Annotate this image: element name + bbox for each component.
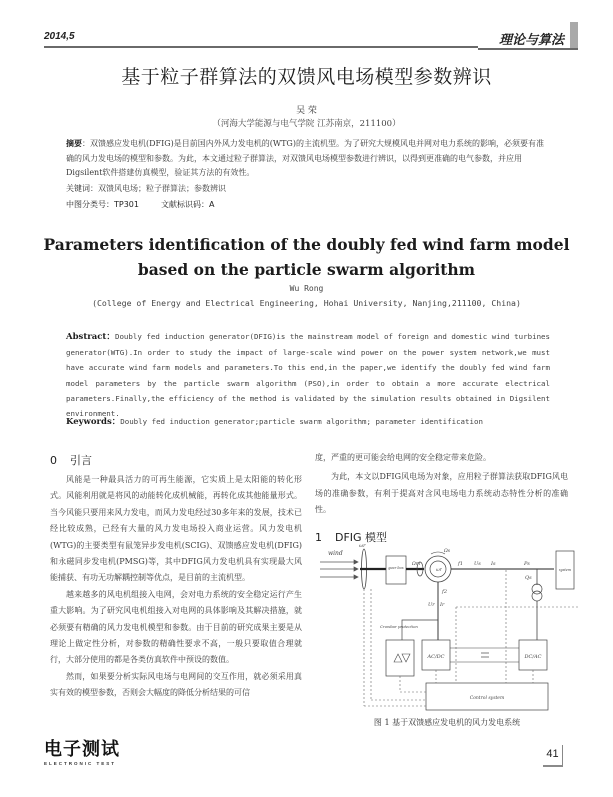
svg-text:gear box: gear box [388, 566, 404, 570]
section-0-heading [50, 452, 302, 472]
control-signal-lines [364, 570, 578, 706]
title-en-line2: based on the particle swarm algorithm [137, 260, 476, 279]
abstract-en [66, 329, 550, 421]
journal-logo-cn: 电子测试 [44, 739, 120, 760]
section-1-number: 1 [315, 530, 322, 544]
keywords-cn-label: 关键词 [66, 184, 90, 193]
svg-text:Ps: Ps [524, 561, 530, 567]
svg-text:Ur: Ur [428, 602, 435, 608]
svg-text:Control system: Control system [469, 696, 505, 701]
svg-text:ωr: ωr [359, 543, 366, 549]
paragraph: 风能是一种最具活力的可再生能源，它实质上是太阳能的转化形式。风能利用就是将风的动能转化成机械能，再转化成其他能量形式。当今风能只要用来风力发电，而风力发电经过30多年来的发展，技术已经比较成熟，已经有大量的风力发电场投入商业运营。风力发电机(WTG)的主要类型有鼠笼异步发电机(SCIG)、双馈感应发电机(DFIG)和永磁同步发电机(PMSG)等，其中DFIG风力发电机具有实现最大风能捕获、有功无功解耦控制等优点，是目前的主流机型。 [50, 475, 302, 583]
section-header [478, 22, 578, 50]
author-cn: 吴 荣 [296, 106, 317, 116]
clc-value: ：TP301 [106, 200, 139, 209]
title-en-line1: Parameters identification of the doubly fed wind farm model [43, 235, 570, 254]
page-number: 41 [543, 745, 563, 767]
crowbar-label: Crowbar protection [380, 624, 418, 629]
svg-text:Us: Us [474, 561, 481, 567]
journal-logo-en: ELECTRONIC TEST [44, 761, 117, 766]
keywords-cn [66, 183, 550, 194]
header-tab-marker [570, 22, 578, 48]
section-0-title: 引言 [70, 454, 92, 467]
svg-text:Ωs: Ωs [444, 549, 451, 554]
svg-text:system: system [558, 568, 572, 572]
paragraph-continuation: 度，严重的更可能会给电网的安全稳定带来危险。 [315, 453, 491, 462]
affiliation-en: (College of Energy and Electrical Engineering, Hohai University, Nanjing,211100, China) [92, 298, 521, 308]
svg-text:Qs: Qs [525, 575, 532, 581]
wind-arrows [320, 560, 358, 579]
svg-text:f2: f2 [442, 589, 448, 595]
figure-1-caption: 图 1 基于双馈感应发电机的风力发电系统 [373, 718, 521, 727]
svg-text:Ir: Ir [440, 602, 445, 608]
affiliation-cn: （河海大学能源与电气学院 江苏南京，211100） [212, 119, 401, 129]
abstract-en-text: Doubly fed induction generator(DFIG)is the mainstream model of foreign and domestic wind turbines generator(WTG).In order to study the impact of large-scale wind power on the power system network,we must have accurate wind farm models and parameters.To this end,in the paper,we identify the doubly fed wind farm model parameters by the particle swarm algorithm (PSO),in order to obtain a more accurate electrical parameters.Finally,the efficiency of the method is validated by the simulation results obtained in Digsilent environment. [66, 332, 551, 419]
classification [66, 199, 214, 210]
title-en [0, 232, 613, 282]
svg-text:Is: Is [491, 561, 496, 567]
abstract-cn [66, 137, 550, 181]
left-column [50, 452, 302, 702]
abstract-cn-label: 摘要 [66, 139, 82, 148]
section-name: 理论与算法 [498, 32, 564, 47]
svg-text:AC/DC: AC/DC [427, 654, 445, 660]
journal-logo [44, 740, 120, 766]
title-cn: 基于粒子群算法的双馈风电场模型参数辨识 [121, 66, 492, 88]
svg-text:f1: f1 [458, 561, 464, 567]
figure-dfig-system [316, 540, 578, 715]
abstract-cn-text: ：双馈感应发电机(DFIG)是目前国内外风力发电机的(WTG)的主流机型。为了研究大规模风电并网对电力系统的影响，必须要有准确的风力发电场的模型和参数。为此，本文通过粒子群算法，对双馈风电场模型参数进行辨识，以得到更准确的电气参数，并应用Digsilent软件搭建仿真模型，验证其方法的有效性。 [66, 139, 544, 177]
paragraph: 为此，本文以DFIG风电场为对象，应用粒子群算法获取DFIG风电场的准确参数，有利于提高对含风电场电力系统动态特性分析的准确性。 [315, 472, 568, 515]
right-column [315, 450, 568, 555]
dfig-diagram [316, 540, 578, 715]
abstract-en-label: Abstract： [66, 332, 115, 342]
doc-code-value: ：A [200, 200, 215, 209]
author-en: Wu Rong [289, 284, 324, 293]
section-1-title: DFIG 模型 [335, 530, 388, 544]
keywords-en-text: Doubly fed induction generator;particle swarm algorithm; parameter identification [120, 417, 483, 426]
keywords-cn-text: ：双馈风电场；粒子群算法；参数辨识 [90, 184, 226, 193]
issue-date: 2014,5 [44, 31, 75, 42]
doc-code-label: 文献标识码 [160, 200, 201, 209]
paragraph: 然而，如果要分析实际风电场与电网间的交互作用，就必须采用真实有效的模型参数，否则会大幅度的降低分析结果的可信 [50, 671, 302, 698]
running-header [44, 28, 478, 48]
svg-text:DC/AC: DC/AC [524, 654, 542, 660]
clc-label: 中图分类号 [66, 200, 106, 209]
paragraph: 越来越多的风电机组接入电网，会对电力系统的安全稳定运行产生重大影响。为了研究风电机组接入对电网的具体影响及其解决措施，就必须要有精确的风力发电机模型和参数。由于目前的研究成果主要是从理论上做定性分析，对参数的精确性要求不高，一般只要取值合理就行，大部分使用的都是各类仿真软件中预设的数值。 [50, 589, 302, 665]
svg-text:ωr: ωr [436, 568, 442, 573]
keywords-en [66, 415, 550, 427]
svg-text:Ωm: Ωm [412, 562, 420, 567]
gearbox-block [386, 556, 406, 584]
wind-label: wind [328, 550, 343, 557]
section-0-number: 0 [50, 454, 57, 467]
keywords-en-label: Keywords： [66, 417, 121, 427]
